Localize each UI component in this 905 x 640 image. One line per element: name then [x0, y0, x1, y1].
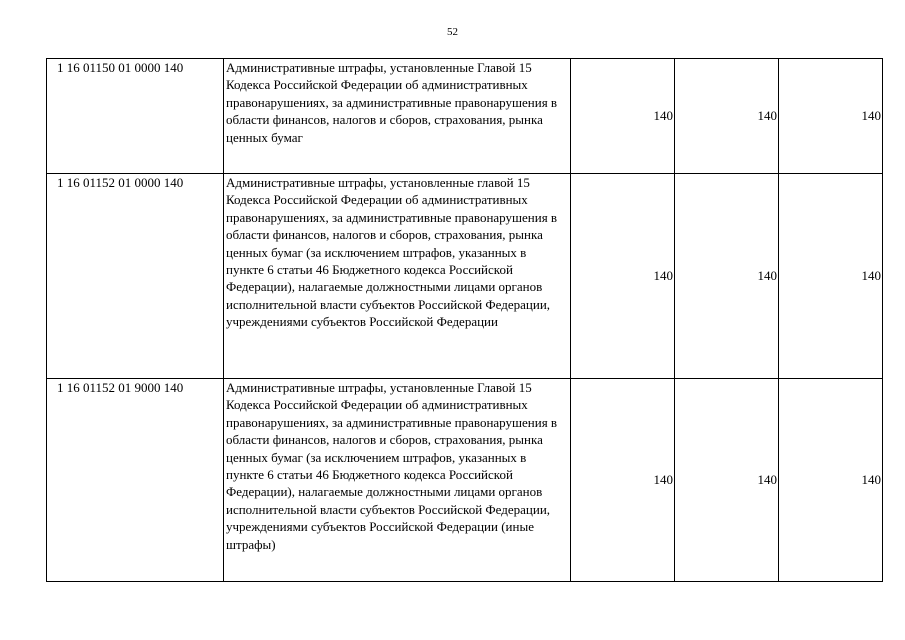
budget-revenue-table: [46, 58, 883, 582]
table-row: [47, 174, 883, 379]
amount-year-2: 140: [675, 59, 779, 174]
budget-classification-code: 1 16 01152 01 9000 140: [47, 379, 224, 582]
table-row: [47, 379, 883, 582]
page-number: 52: [447, 26, 458, 38]
budget-classification-code: 1 16 01152 01 0000 140: [47, 174, 224, 379]
amount-year-1: 140: [571, 174, 675, 379]
amount-year-2: 140: [675, 174, 779, 379]
revenue-name: Административные штрафы, установленные Главой 15 Кодекса Российской Федерации об административных правонарушениях, за административные правонарушения в области финансов, налогов и сборов, страхования, рынка ценных бумаг: [224, 59, 571, 174]
revenue-name: Административные штрафы, установленные главой 15 Кодекса Российской Федерации об административных правонарушениях, за административные правонарушения в области финансов, налогов и сборов, страхования, рынка ценных бумаг (за исключением штрафов, указанных в пункте 6 статьи 46 Бюджетного кодекса Российской Федерации), налагаемые должностными лицами органов исполнительной власти субъектов Российской Федерации, учреждениями субъектов Российской Федерации: [224, 174, 571, 379]
amount-year-3: 140: [779, 59, 883, 174]
amount-year-1: 140: [571, 379, 675, 582]
amount-year-3: 140: [779, 174, 883, 379]
revenue-name: Административные штрафы, установленные Главой 15 Кодекса Российской Федерации об административных правонарушениях, за административные правонарушения в области финансов, налогов и сборов, страхования, рынка ценных бумаг (за исключением штрафов, указанных в пункте 6 статьи 46 Бюджетного кодекса Российской Федерации), налагаемые должностными лицами органов исполнительной власти субъектов Российской Федерации, учреждениями субъектов Российской Федерации (иные штрафы): [224, 379, 571, 582]
table-row: [47, 59, 883, 174]
budget-classification-code: 1 16 01150 01 0000 140: [47, 59, 224, 174]
amount-year-1: 140: [571, 59, 675, 174]
amount-year-3: 140: [779, 379, 883, 582]
amount-year-2: 140: [675, 379, 779, 582]
